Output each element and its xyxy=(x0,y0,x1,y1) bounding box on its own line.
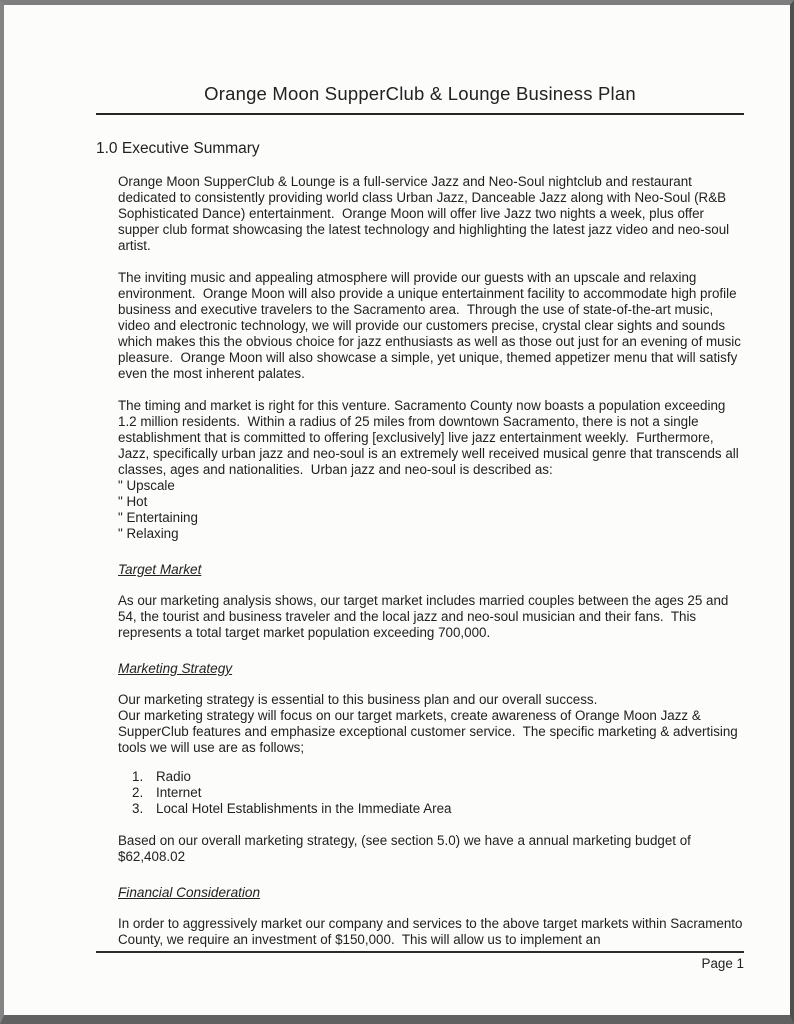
descriptor-hot: " Hot xyxy=(118,494,148,509)
list-item-label: Local Hotel Establishments in the Immediate Area xyxy=(156,801,452,816)
list-item-label: Radio xyxy=(156,769,191,784)
title-rule xyxy=(96,113,744,115)
list-item-label: Internet xyxy=(156,785,202,800)
subheading-target-market: Target Market xyxy=(118,562,202,577)
list-item-internet xyxy=(132,785,744,801)
paragraph-overview: Orange Moon SupperClub & Lounge is a full-service Jazz and Neo-Soul nightclub and restaurant dedicated to consistently providing world class Urban Jazz, Danceable Jazz along with Neo-Soul (R&B Sophisticated Dance) entertainment. Orange Moon will offer live Jazz two nights a week, plus offer supper club format showcasing the latest technology and highlighting the latest jazz video and neo-soul artist. xyxy=(118,174,733,253)
list-item-number: 1. xyxy=(132,769,144,784)
descriptor-list xyxy=(118,478,744,542)
list-item-number: 3. xyxy=(132,801,144,816)
paragraph-timing-market: The timing and market is right for this venture. Sacramento County now boasts a population exceeding 1.2 million residents. Within a radius of 25 miles from downtown Sacramento, there is not a single establishment that is committed to offering [exclusively] live jazz entertainment weekly. Furthermore, Jazz, specifically urban jazz and neo-soul is an extremely well received musical genre that transcends all classes, ages and nationalities. Urban jazz and neo-soul is described as: xyxy=(118,398,743,477)
section-heading-executive-summary: 1.0 Executive Summary xyxy=(96,140,260,157)
document-title: Orange Moon SupperClub & Lounge Business Plan xyxy=(204,83,636,104)
list-item-local-hotels xyxy=(132,801,744,817)
document-content xyxy=(4,5,790,971)
footer-rule xyxy=(96,951,744,953)
paragraph-marketing-budget: Based on our overall marketing strategy, (see section 5.0) we have a annual marketing budget of $62,408.02 xyxy=(118,833,695,864)
list-item-radio xyxy=(132,769,744,785)
paragraph-marketing-strategy xyxy=(118,692,744,756)
descriptor-upscale: " Upscale xyxy=(118,478,175,493)
marketing-strategy-rest: Our marketing strategy will focus on our target markets, create awareness of Orange Moon Jazz & SupperClub features and emphasize exceptional customer service. The specific marketing & advertising tools we will use are as follows; xyxy=(118,708,742,755)
list-item-number: 2. xyxy=(132,785,144,800)
page-number-label: Page 1 xyxy=(701,956,744,971)
subheading-marketing-strategy: Marketing Strategy xyxy=(118,661,233,676)
marketing-tools-list xyxy=(132,769,744,817)
descriptor-relaxing: " Relaxing xyxy=(118,526,179,541)
subheading-financial-consideration: Financial Consideration xyxy=(118,885,261,900)
paragraph-financial-consideration: In order to aggressively market our company and services to the above target markets within Sacramento County, we require an investment of $150,000. This will allow us to implement an xyxy=(118,916,747,947)
marketing-strategy-line1: Our marketing strategy is essential to this business plan and our overall success. xyxy=(118,692,598,707)
paragraph-atmosphere: The inviting music and appealing atmosphere will provide our guests with an upscale and relaxing environment. Orange Moon will also provide a unique entertainment facility to accommodate high profile business and executive travelers to the Sacramento area. Through the use of state-of-the-art music, video and electronic technology, we will provide our customers precise, crystal clear sights and sounds which makes this the obvious choice for jazz enthusiasts as well as those out just for an evening of music pleasure. Orange Moon will also showcase a simple, yet unique, themed appetizer menu that will satisfy even the most inherent palates. xyxy=(118,270,745,381)
descriptor-entertaining: " Entertaining xyxy=(118,510,198,525)
paragraph-target-market: As our marketing analysis shows, our target market includes married couples between the ages 25 and 54, the tourist and business traveler and the local jazz and neo-soul musician and their fans. This represents a total target market population exceeding 700,000. xyxy=(118,593,733,640)
